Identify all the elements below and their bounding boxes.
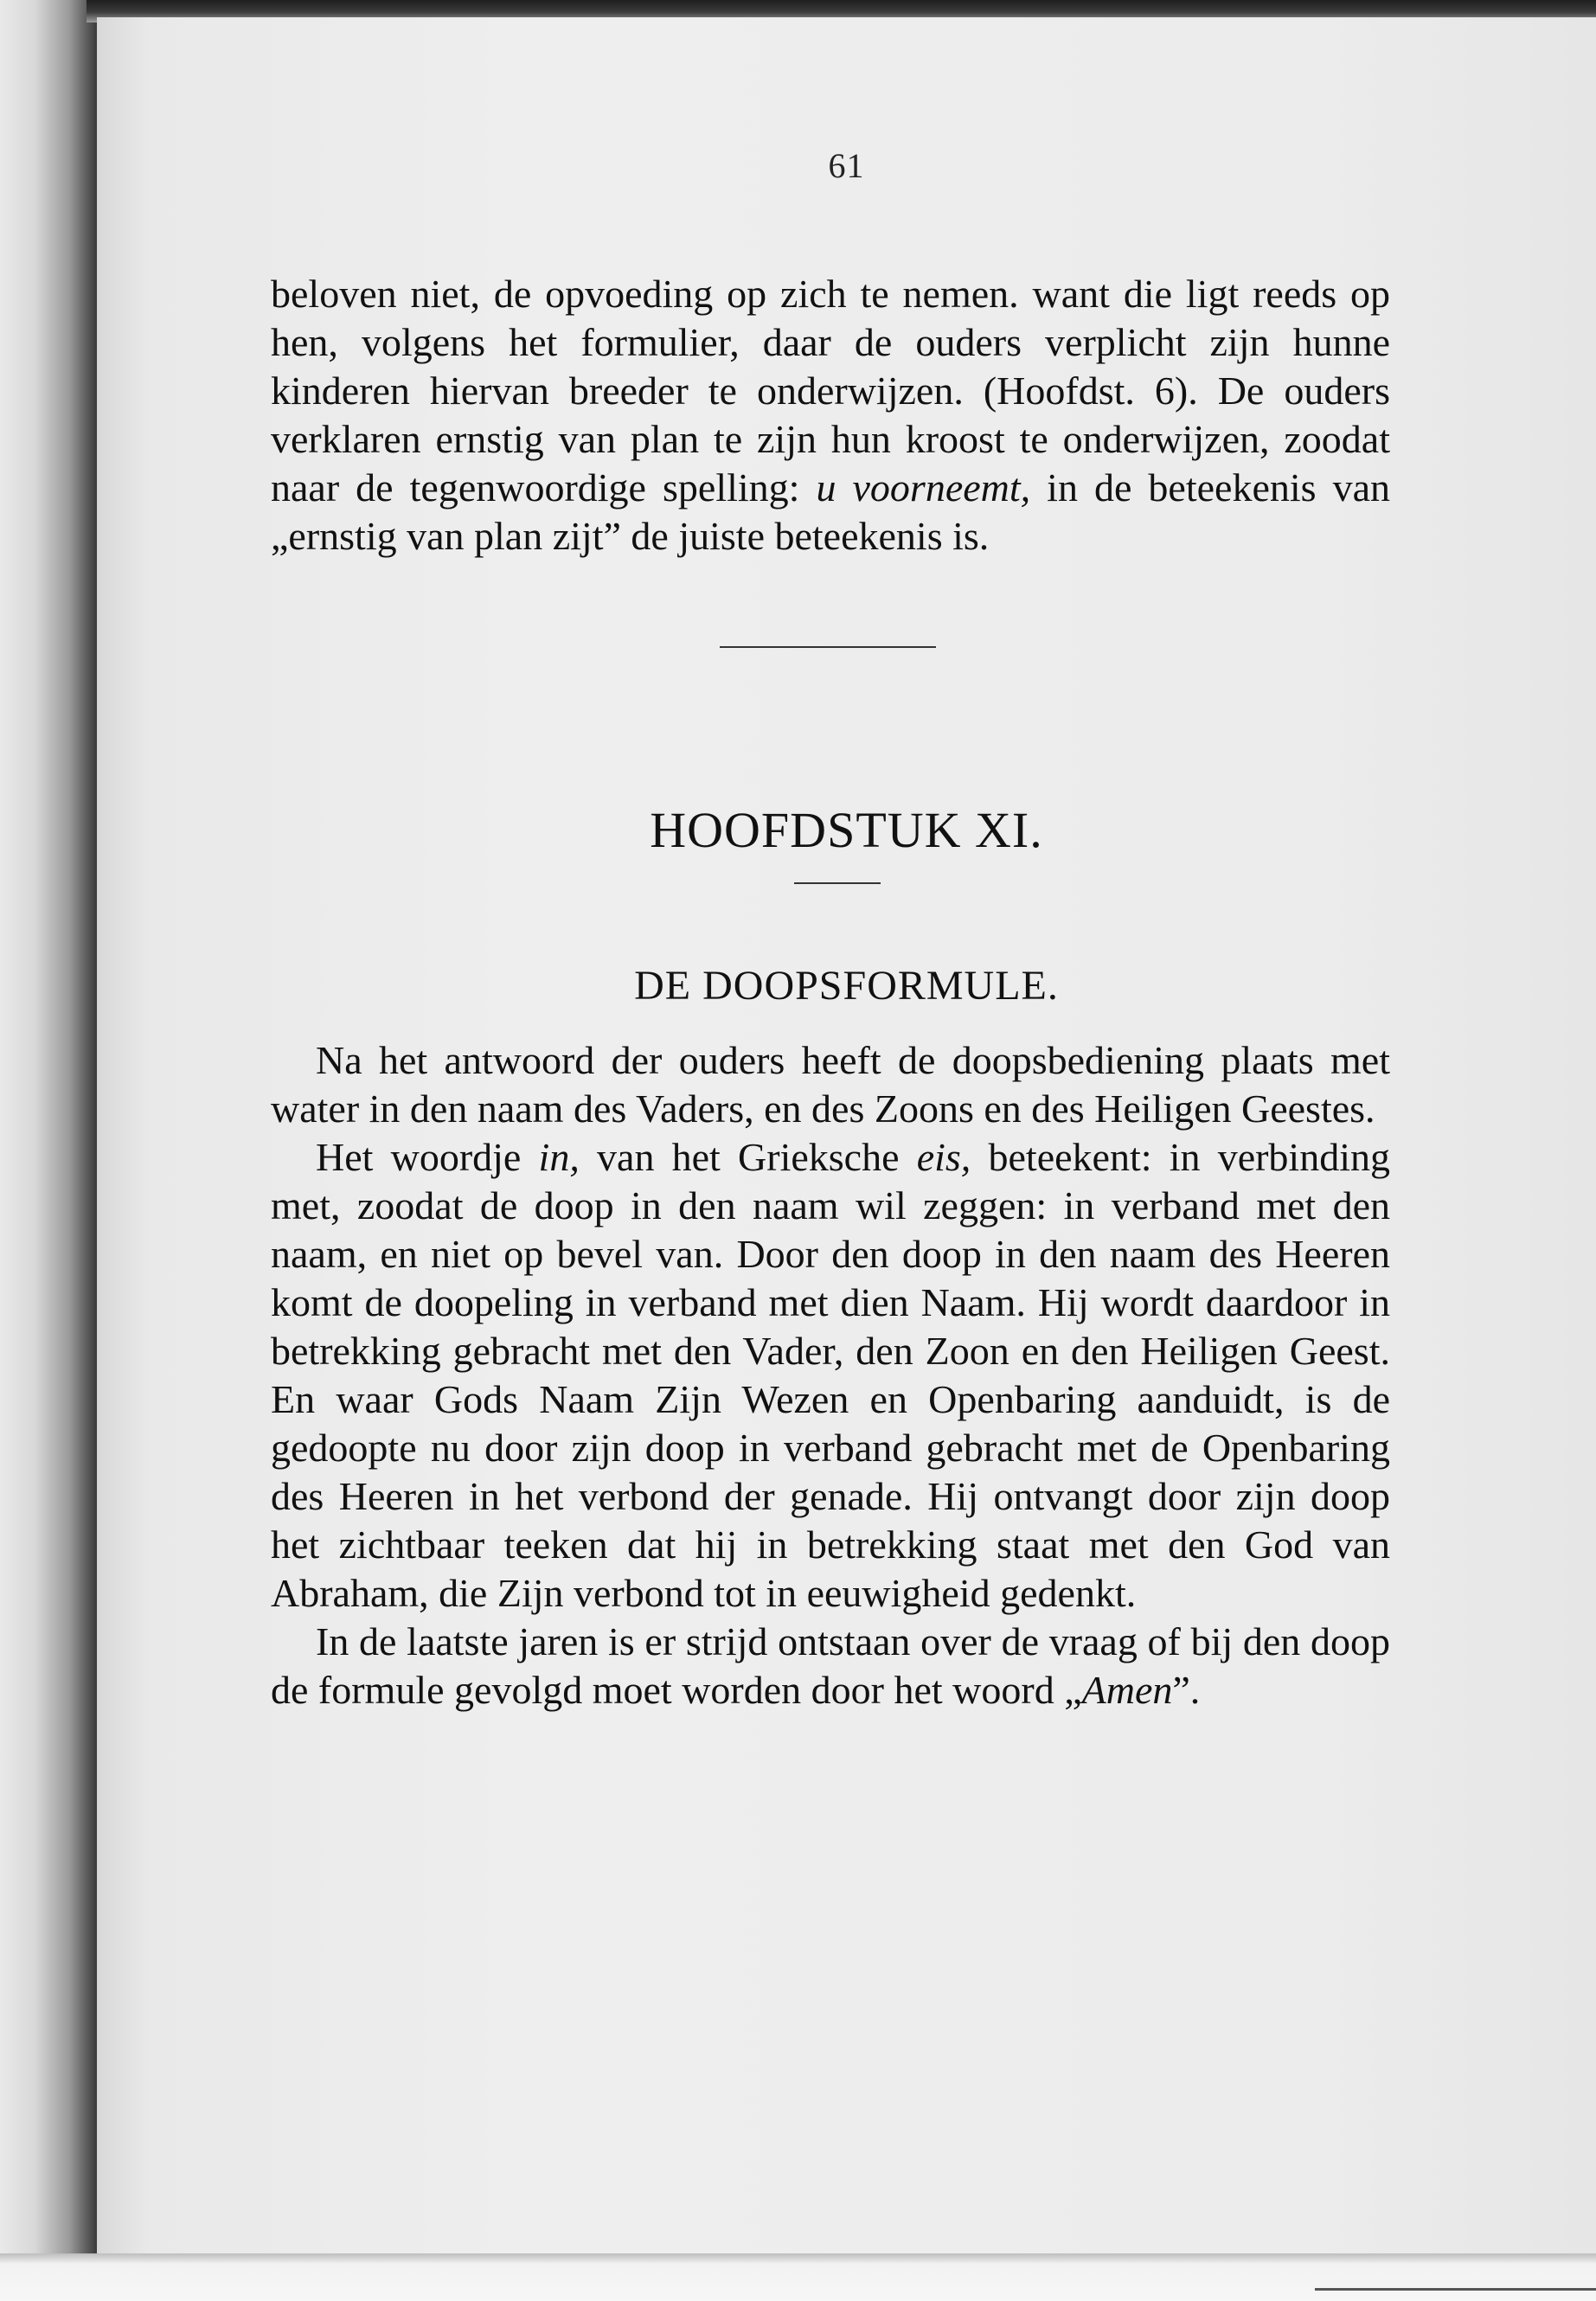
paragraph-3-emphasis: Amen [1081,1668,1173,1712]
paragraph-2-text-3: beteekent: in verbinding met, zoodat de doop in den naam wil zeggen: in verband met den naam, en niet op bevel van. Door den doop in den naam des Heeren komt de doopeling in verband met dien Naam. Hij wordt daardoor in betrekking gebracht met den Vader, den Zoon en den Heiligen Geest. En waar Gods Naam Zijn Wezen en Openbaring aanduidt, is de gedoopte nu door zijn doop in verband gebracht met de Openbaring des Heeren in het verbond der genade. Hij ontvangt door zijn doop het zichtbaar teeken dat hij in betrekking staat met den God van Abraham, die Zijn verbond tot in eeuwigheid gedenkt. [271,1135,1390,1615]
scan-border-left [0,0,102,2301]
body-text-block [271,1036,1390,1715]
chapter-title: HOOFDSTUK XI. [650,802,1043,858]
paragraph-3-text-2: ”. [1172,1668,1201,1712]
top-paragraph [271,270,1390,561]
page-number: 61 [828,146,865,185]
top-paragraph-emphasis: u voorneemt, [816,465,1031,510]
paragraph-2-text-1: Het woordje [316,1135,539,1179]
paragraph-2-emphasis-1: in, [538,1135,580,1179]
paragraph-3-text-1: In de laatste jaren is er strijd ontstaan over de vraag of bij den doop de formule gevolgd moet worden door het woord „ [271,1619,1390,1712]
paragraph-1: Na het antwoord der ouders heeft de doopsbediening plaats met water in den naam des Vaders, en des Zoons en des Heiligen Geestes. [271,1038,1390,1131]
section-divider-rule [720,646,936,648]
chapter-title-dash [794,882,881,884]
chapter-subtitle: DE DOOPSFORMULE. [634,963,1059,1009]
paragraph-3 [271,1618,1390,1715]
paragraph-2 [271,1133,1390,1618]
paragraph-2-emphasis-2: eis, [916,1135,971,1179]
paragraph-2-text-2: van het Grieksche [579,1135,917,1179]
top-paragraph-text-2: in de beteekenis van „ernstig van plan zijt” de juiste beteekenis is. [271,465,1391,558]
scan-border-bottom [0,2253,1596,2301]
scan-corner-line [1315,2288,1596,2291]
book-page [97,17,1596,2258]
top-paragraph-block [271,270,1390,561]
top-paragraph-text-1: beloven niet, de opvoeding op zich te nemen. want die ligt reeds op hen, volgens het formulier, daar de ouders verplicht zijn hunne kinderen hiervan breeder te onderwijzen. (Hoofdst. 6). De ouders verklaren ernstig van plan te zijn hun kroost te onderwijzen, zoodat naar de tegenwoordige spelling: [271,272,1390,510]
